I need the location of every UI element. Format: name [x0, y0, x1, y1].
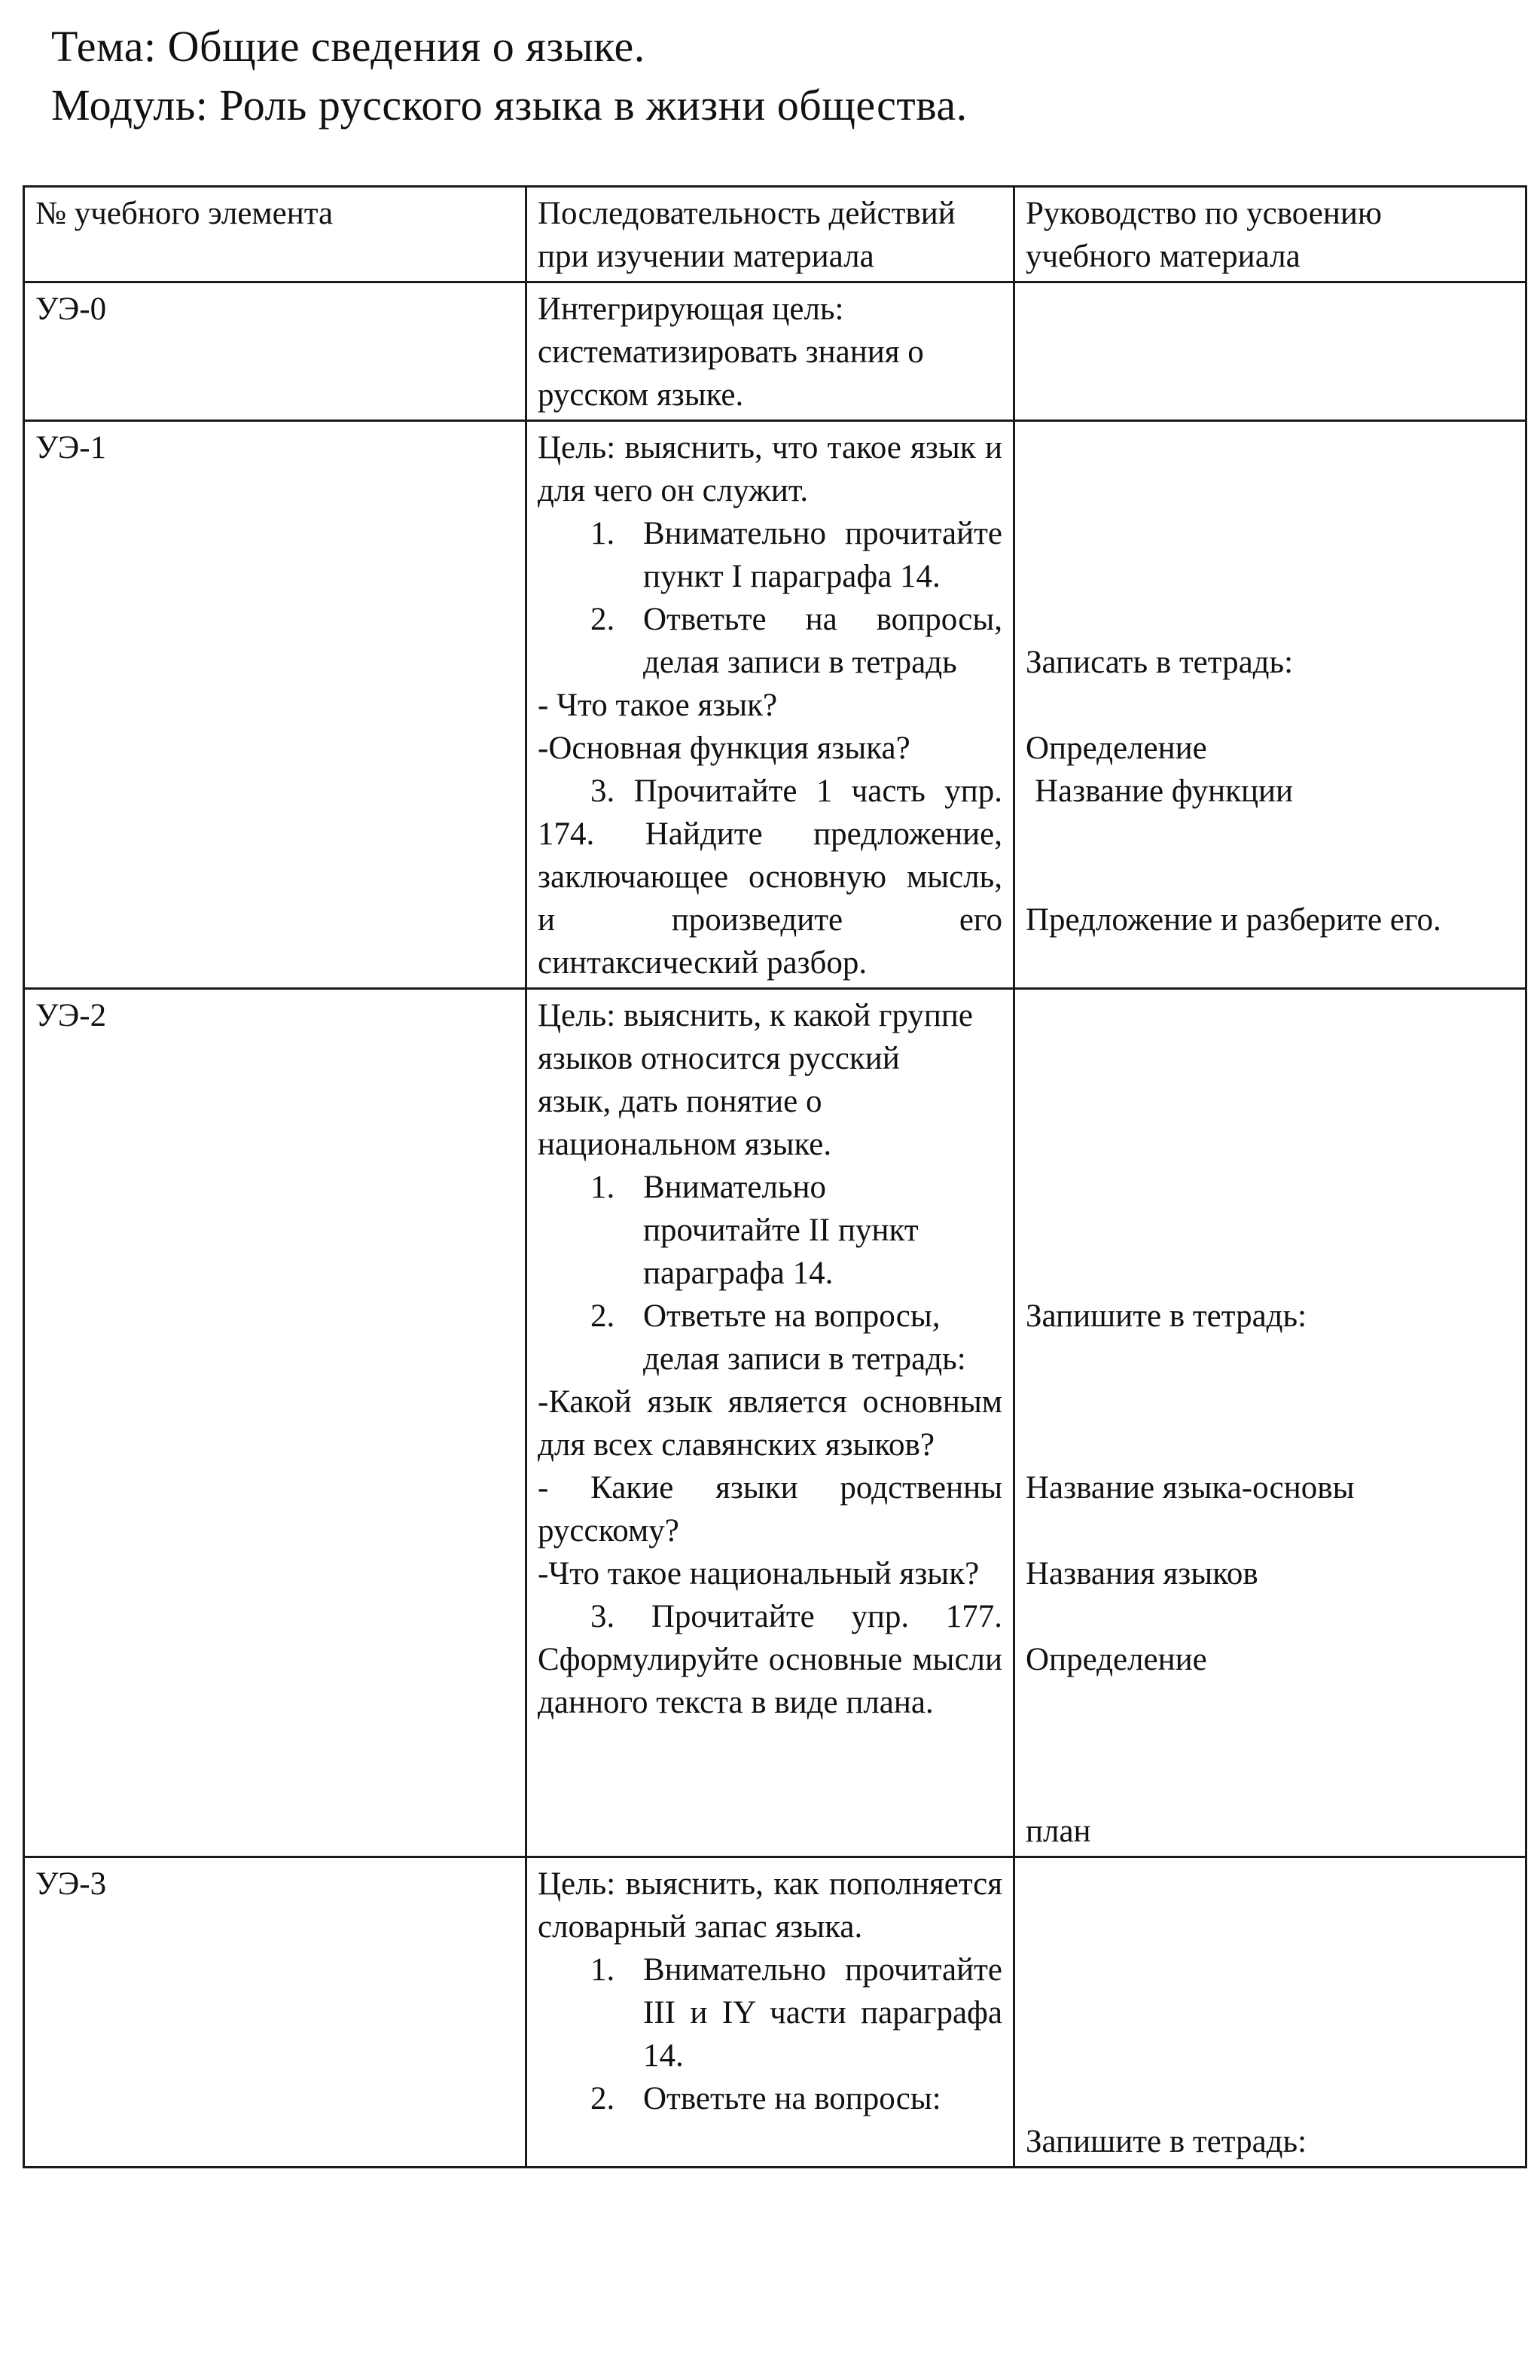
goal-text: Цель: выяснить, к какой группе языков относится русский язык, дать понятие о национальном языке. — [538, 998, 974, 1162]
study-elements-table — [23, 185, 1527, 2168]
guidance-text: Запишите в тетрадь: — [1026, 1298, 1307, 1334]
table-row — [24, 282, 1526, 421]
guidance-cell — [1014, 1857, 1526, 2168]
guidance-text: Запишите в тетрадь: — [1026, 2124, 1307, 2159]
step-list — [538, 1948, 1002, 2120]
element-code: УЭ-0 — [24, 282, 526, 421]
guidance-text: Записать в тетрадь: — [1026, 645, 1294, 680]
step-number: 1. — [590, 1952, 615, 1988]
guidance-cell — [1014, 282, 1526, 421]
goal-text: Цель: выяснить, что такое язык и для чего он служит. — [538, 430, 1002, 508]
step-text: Ответьте на вопросы, делая записи в тетрадь: — [643, 1298, 966, 1377]
header-guidance: Руководство по усвоению учебного материала — [1014, 187, 1526, 282]
element-code: УЭ-2 — [24, 989, 526, 1857]
question-text: - Какие языки родственны русскому? — [538, 1470, 1002, 1549]
header-element-number: № учебного элемента — [24, 187, 526, 282]
action-cell — [526, 1857, 1014, 2168]
step-text: Внимательно прочитайте III и IY части параграфа 14. — [643, 1952, 1002, 2073]
step-list — [538, 1166, 1002, 1381]
step-number: 2. — [590, 1298, 615, 1334]
header-action-sequence: Последовательность действий при изучении материала — [526, 187, 1014, 282]
guidance-text: Название функции — [1035, 774, 1294, 809]
list-item — [538, 1166, 1002, 1295]
module-title: Модуль: Роль русского языка в жизни общества. — [51, 81, 968, 130]
question-text: - Что такое язык? — [538, 688, 778, 723]
action-cell — [526, 421, 1014, 989]
step-number: 2. — [590, 2081, 615, 2116]
list-item — [538, 512, 1002, 598]
table-row — [24, 1857, 1526, 2168]
table-row — [24, 421, 1526, 989]
step-text: Внимательно прочитайте пункт I параграфа 14. — [643, 516, 1002, 594]
guidance-text: план — [1026, 1814, 1091, 1849]
step-number: 2. — [590, 602, 615, 637]
element-code: УЭ-1 — [24, 421, 526, 989]
question-text: -Что такое национальный язык? — [538, 1556, 980, 1591]
step-text: Ответьте на вопросы, делая записи в тетрадь — [643, 602, 1002, 680]
table-header-row — [24, 187, 1526, 282]
element-code: УЭ-3 — [24, 1857, 526, 2168]
topic-title: Тема: Общие сведения о языке. — [51, 22, 645, 71]
step-text: 3. Прочитайте 1 часть упр. 174. Найдите предложение, заключающее основную мысль, и произведите его синтаксический разбор. — [538, 774, 1002, 981]
guidance-text: Названия языков — [1026, 1556, 1258, 1591]
guidance-cell — [1014, 989, 1526, 1857]
table-row — [24, 989, 1526, 1857]
list-item — [538, 598, 1002, 684]
goal-text: Цель: выяснить, как пополняется словарный запас языка. — [538, 1866, 1002, 1945]
list-item — [538, 1295, 1002, 1381]
guidance-text: Предложение и разберите его. — [1026, 902, 1441, 938]
step-list — [538, 512, 1002, 684]
list-item — [538, 1948, 1002, 2077]
step-text: Внимательно прочитайте II пункт параграфа 14. — [643, 1170, 919, 1291]
step-number: 1. — [590, 516, 615, 551]
goal-text: Интегрирующая цель: систематизировать знания о русском языке. — [538, 291, 924, 413]
action-cell — [526, 989, 1014, 1857]
question-text: -Основная функция языка? — [538, 731, 910, 766]
step-number: 1. — [590, 1170, 615, 1205]
step-text: Ответьте на вопросы: — [643, 2081, 941, 2116]
guidance-text: Определение — [1026, 1642, 1207, 1677]
list-item — [538, 2077, 1002, 2120]
step-text: 3. Прочитайте упр. 177. Сформулируйте основные мысли данного текста в виде плана. — [538, 1599, 1002, 1720]
action-cell — [526, 282, 1014, 421]
guidance-text: Определение — [1026, 731, 1207, 766]
guidance-text: Название языка-основы — [1026, 1470, 1355, 1506]
guidance-cell — [1014, 421, 1526, 989]
question-text: -Какой язык является основным для всех славянских языков? — [538, 1384, 1002, 1463]
